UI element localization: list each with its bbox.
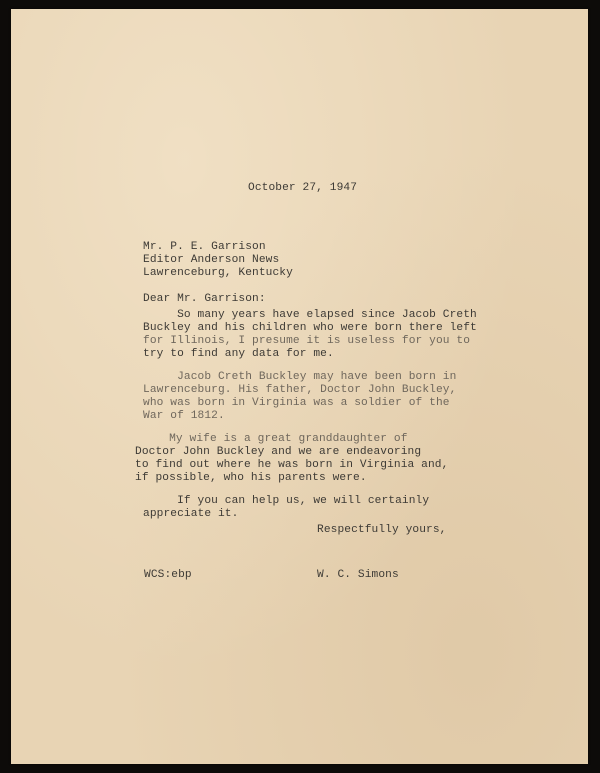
body-paragraph-1-line-4: try to find any data for me. (143, 348, 334, 360)
signature-name: W. C. Simons (317, 569, 399, 581)
body-paragraph-1-line-3: for Illinois, I presume it is useless for you to (143, 335, 471, 347)
recipient-address: Lawrenceburg, Kentucky (143, 267, 293, 279)
body-paragraph-4-line-2: appreciate it. (143, 508, 239, 520)
body-paragraph-3-line-3: to find out where he was born in Virginia and, (135, 459, 449, 471)
letter-page (11, 9, 588, 764)
body-paragraph-2-line-3: who was born in Virginia was a soldier of the (143, 397, 450, 409)
salutation: Dear Mr. Garrison: (143, 293, 266, 305)
recipient-name: Mr. P. E. Garrison (143, 241, 266, 253)
letter-date: October 27, 1947 (248, 182, 358, 194)
recipient-title: Editor Anderson News (143, 254, 280, 266)
body-paragraph-2-line-4: War of 1812. (143, 410, 225, 422)
body-paragraph-3-line-1: My wife is a great granddaughter of (135, 433, 408, 445)
body-paragraph-3-line-4: if possible, who his parents were. (135, 472, 367, 484)
body-paragraph-1-line-1: So many years have elapsed since Jacob Creth (143, 309, 477, 321)
body-paragraph-2-line-1: Jacob Creth Buckley may have been born in (143, 371, 457, 383)
typist-initials: WCS:ebp (144, 569, 192, 581)
body-paragraph-2-line-2: Lawrenceburg. His father, Doctor John Buckley, (143, 384, 457, 396)
body-paragraph-3-line-2: Doctor John Buckley and we are endeavoring (135, 446, 422, 458)
closing: Respectfully yours, (317, 524, 447, 536)
body-paragraph-4-line-1: If you can help us, we will certainly (143, 495, 430, 507)
body-paragraph-1-line-2: Buckley and his children who were born there left (143, 322, 477, 334)
